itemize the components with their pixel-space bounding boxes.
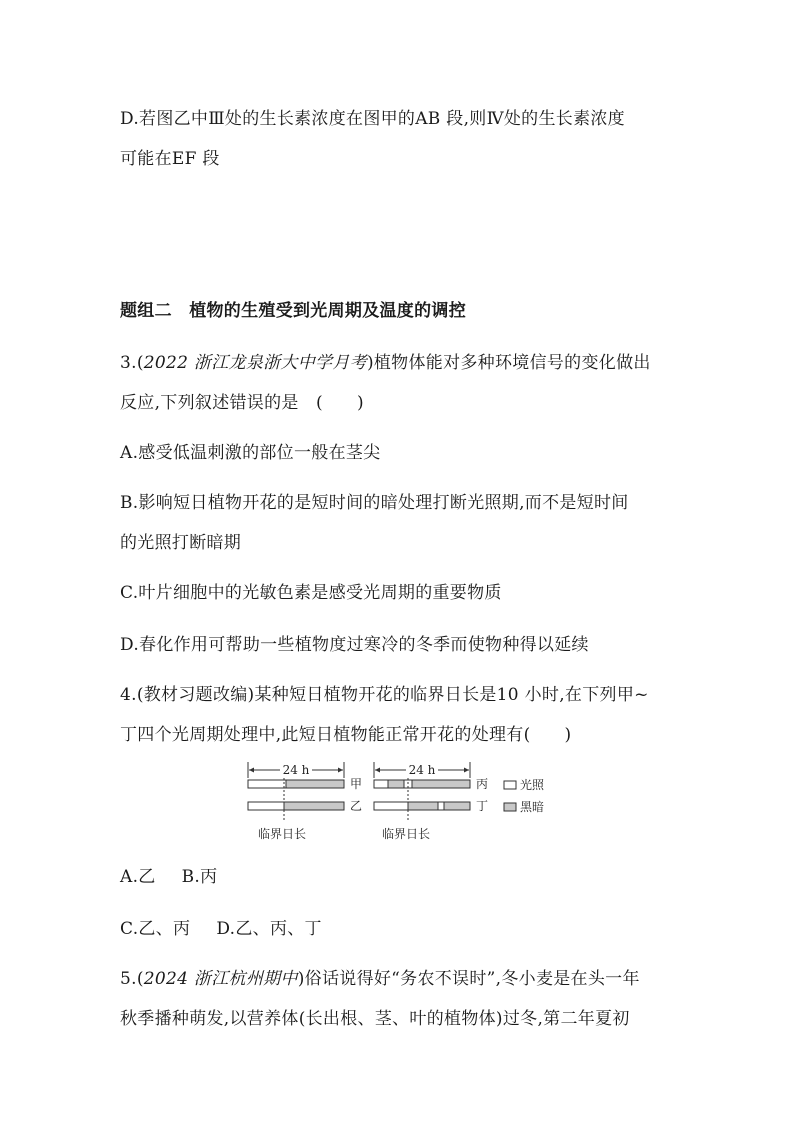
- q3-stem-a: )植物体能对多种环境信号的变化做出: [366, 353, 651, 373]
- q4-option-b: B.丙: [181, 867, 218, 887]
- bar-bing: [374, 777, 488, 791]
- q3-option-b-line1: B.影响短日植物开花的是短时间的暗处理打断光照期,而不是短时间: [120, 493, 629, 513]
- left-critical-label: 临界日长: [258, 827, 307, 841]
- legend-dark-label: 黑暗: [520, 800, 545, 814]
- section-title: 题组二 植物的生殖受到光周期及温度的调控: [120, 301, 466, 321]
- left-span-indicator: [248, 762, 344, 778]
- label-jia: 甲: [350, 777, 363, 791]
- q3-number: 3.(: [120, 353, 144, 373]
- q5-stem-a: )俗话说得好“务农不误时”,冬小麦是在头一年: [297, 969, 640, 989]
- right-span-indicator: [374, 762, 470, 778]
- photoperiod-diagram: [240, 760, 560, 844]
- right-span-label: 24 h: [408, 763, 436, 777]
- label-yi: 乙: [350, 799, 363, 813]
- bar-ding: [374, 799, 488, 813]
- q5-stem-line1: [120, 964, 640, 989]
- label-ding: 丁: [476, 799, 489, 813]
- legend-light-swatch: [504, 781, 516, 789]
- q4-stem-line1: 4.(教材习题改编)某种短日植物开花的临界日长是10 小时,在下列甲~: [120, 685, 649, 705]
- left-span-label: 24 h: [282, 763, 310, 777]
- q4-stem-line2: [120, 720, 571, 745]
- legend-light-label: 光照: [520, 778, 545, 792]
- q4-option-c: C.乙、丙: [120, 919, 191, 939]
- q3-stem-b: 反应,下列叙述错误的是 (: [120, 393, 323, 413]
- q4-paren-close: ): [564, 725, 572, 745]
- q3-option-a: A.感受低温刺激的部位一般在茎尖: [120, 443, 381, 463]
- q4-option-a: A.乙: [120, 867, 156, 887]
- prev-option-d-line1: D.若图乙中Ⅲ处的生长素浓度在图甲的AB 段,则Ⅳ处的生长素浓度: [120, 109, 625, 129]
- q3-stem-line1: [120, 348, 651, 373]
- q3-source: 2022 浙江龙泉浙大中学月考: [143, 353, 367, 373]
- q4-stem-b: 丁四个光周期处理中,此短日植物能正常开花的处理有(: [120, 725, 531, 745]
- bar-jia: [248, 777, 362, 791]
- q3-option-c: C.叶片细胞中的光敏色素是感受光周期的重要物质: [120, 583, 502, 603]
- q4-options-row1: [120, 862, 217, 887]
- q5-stem-line2: 秋季播种萌发,以营养体(长出根、茎、叶的植物体)过冬,第二年夏初: [120, 1009, 630, 1029]
- bar-yi: [248, 799, 362, 813]
- prev-option-d-line2: 可能在EF 段: [120, 149, 220, 169]
- q5-number: 5.(: [120, 969, 144, 989]
- q3-option-d: D.春化作用可帮助一些植物度过寒冷的冬季而使物种得以延续: [120, 635, 589, 655]
- q4-option-d: D.乙、丙、丁: [216, 919, 322, 939]
- q3-stem-line2: [120, 388, 364, 413]
- q4-options-row2: [120, 914, 322, 939]
- q3-option-b-line2: 的光照打断暗期: [120, 533, 242, 553]
- q3-paren-close: ): [356, 393, 364, 413]
- right-critical-label: 临界日长: [382, 827, 431, 841]
- label-bing: 丙: [476, 777, 489, 791]
- legend: [504, 777, 545, 814]
- legend-dark-swatch: [504, 803, 516, 811]
- q5-source: 2024 浙江杭州期中: [143, 969, 298, 989]
